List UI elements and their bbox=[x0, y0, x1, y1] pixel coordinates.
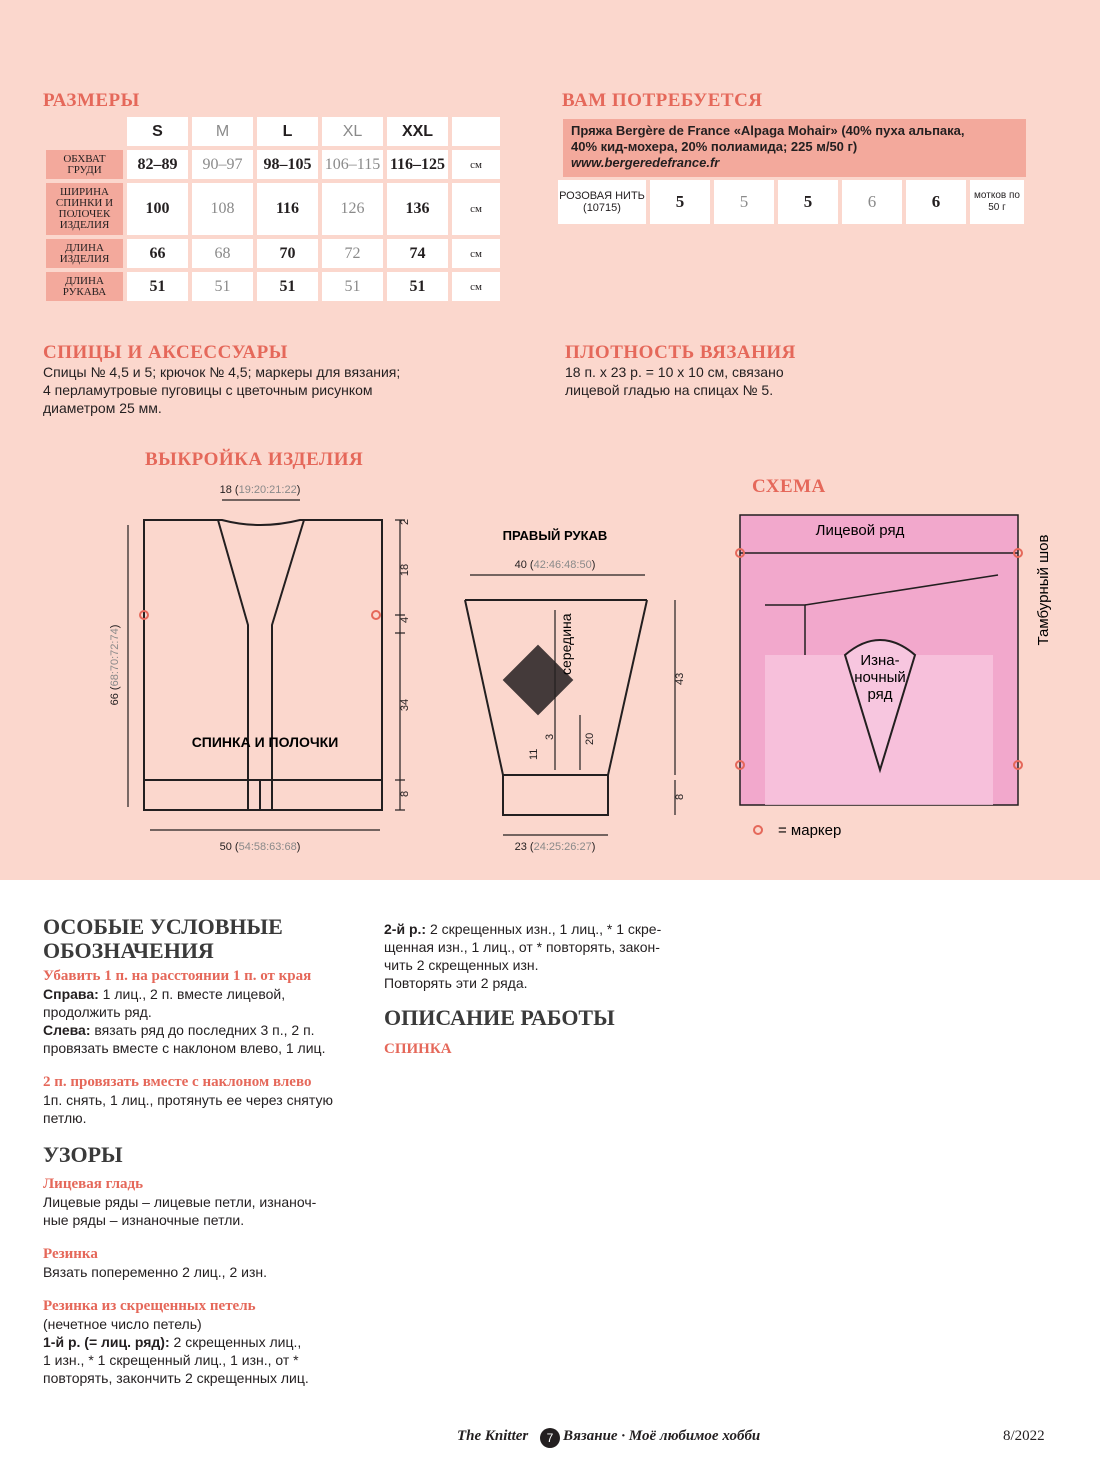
cell: 106–115 bbox=[322, 150, 383, 179]
scheme-diagram bbox=[730, 505, 1100, 855]
scheme-seam: Тамбурный шов bbox=[1035, 534, 1052, 646]
svg-text:66 (68:70:72:74): 66 (68:70:72:74) bbox=[109, 624, 121, 706]
sleeve-middle-label: середина bbox=[558, 613, 574, 675]
dim-20: 20 bbox=[584, 732, 596, 745]
text: петлю. bbox=[43, 1110, 87, 1126]
cell: 51 bbox=[192, 272, 253, 301]
unit: см bbox=[452, 239, 500, 268]
body-pattern-diagram bbox=[100, 475, 450, 860]
dim-r3: 4 bbox=[399, 616, 411, 623]
row-label: ДЛИНА РУКАВА bbox=[46, 272, 123, 301]
cell: 66 bbox=[127, 239, 188, 268]
dim-sleeve-top-sizes: 42:46:48:50 bbox=[533, 559, 592, 571]
dim-r1: 2 bbox=[399, 518, 411, 525]
cell: 82–89 bbox=[127, 150, 188, 179]
footer-issue: 8/2022 bbox=[1003, 1428, 1045, 1444]
row-label: ОБХВАТ ГРУДИ bbox=[46, 150, 123, 179]
cell: 72 bbox=[322, 239, 383, 268]
sleeve-diagram bbox=[455, 525, 705, 860]
count: 6 bbox=[842, 180, 902, 224]
k2-title: 2 п. провязать вместе с наклоном влево bbox=[43, 1074, 312, 1090]
dim-sleeve-8: 8 bbox=[674, 793, 686, 800]
text: чить 2 скрещенных изн. bbox=[384, 957, 539, 973]
text-line: лицевой гладью на спицах № 5. bbox=[565, 382, 774, 398]
label: Справа: bbox=[43, 986, 99, 1002]
cell: 68 bbox=[192, 239, 253, 268]
label: Слева: bbox=[43, 1022, 91, 1038]
unit: см bbox=[452, 183, 500, 235]
cell: 116–125 bbox=[387, 150, 448, 179]
dim-top-sizes: 19:20:21:22 bbox=[238, 484, 297, 496]
back-title: СПИНКА bbox=[384, 1041, 452, 1057]
scheme-face: Лицевой ряд bbox=[815, 522, 905, 539]
sleeve-title: ПРАВЫЙ РУКАВ bbox=[502, 528, 608, 543]
needles-text bbox=[43, 363, 400, 417]
st-title: Лицевая гладь bbox=[43, 1176, 144, 1192]
dim-r5: 8 bbox=[399, 790, 411, 797]
scheme-purl: ряд bbox=[867, 686, 893, 703]
text: продолжить ряд. bbox=[43, 1004, 152, 1020]
footer-brand: The Knitter bbox=[457, 1428, 529, 1444]
size-xxl: XXL bbox=[387, 117, 448, 146]
page-number: 7 bbox=[540, 1428, 560, 1448]
dim-sleeve-h: 43 bbox=[674, 672, 686, 685]
label: 1-й р. (= лиц. ряд): bbox=[43, 1334, 170, 1350]
column-1 bbox=[43, 915, 373, 1387]
svg-text:18 (19:20:21:22): 18 (19:20:21:22) bbox=[219, 484, 301, 496]
scheme-purl: ночный bbox=[854, 669, 906, 686]
yarn-url: www.bergeredefrance.fr bbox=[571, 155, 720, 170]
dec-title: Убавить 1 п. на расстоянии 1 п. от края bbox=[43, 968, 312, 984]
dim-bottom: 50 bbox=[219, 841, 232, 853]
desc-title: ОПИСАНИЕ РАБОТЫ bbox=[384, 1005, 615, 1030]
text-line: 4 перламутровые пуговицы с цветочным рисунком bbox=[43, 382, 373, 398]
cell: 70 bbox=[257, 239, 318, 268]
footer bbox=[0, 1428, 1100, 1448]
cell: 136 bbox=[387, 183, 448, 235]
row-label: ШИРИНА СПИНКИ И ПОЛОЧЕК ИЗДЕЛИЯ bbox=[46, 183, 123, 235]
dim-left: 66 bbox=[109, 693, 121, 706]
scheme-title: СХЕМА bbox=[752, 476, 826, 497]
count: 5 bbox=[714, 180, 774, 224]
text: 1 лиц., 2 п. вместе лицевой, bbox=[98, 986, 286, 1002]
count: 6 bbox=[906, 180, 966, 224]
text: щенная изн., 1 лиц., от * повторять, закон- bbox=[384, 939, 660, 955]
unit: см bbox=[452, 272, 500, 301]
yarn-line: Пряжа Bergère de France «Alpaga Mohair» (40% пуха альпака, bbox=[571, 123, 965, 138]
gauge-title: ПЛОТНОСТЬ ВЯЗАНИЯ bbox=[565, 342, 796, 363]
column-2 bbox=[384, 920, 704, 1058]
cell: 98–105 bbox=[257, 150, 318, 179]
svg-text:40 (42:46:48:50): 40 (42:46:48:50) bbox=[514, 559, 596, 571]
color-label: РОЗОВАЯ НИТЬ (10715) bbox=[558, 180, 646, 224]
dim-11: 11 bbox=[528, 748, 540, 760]
text: Вязать попеременно 2 лиц., 2 изн. bbox=[43, 1264, 267, 1280]
dim-sleeve-top: 40 bbox=[514, 559, 527, 571]
count: 5 bbox=[650, 180, 710, 224]
count: 5 bbox=[778, 180, 838, 224]
xrib-title: Резинка из скрещенных петель bbox=[43, 1298, 256, 1314]
cell: 126 bbox=[322, 183, 383, 235]
cell: 74 bbox=[387, 239, 448, 268]
size-l: L bbox=[257, 117, 318, 146]
yarn-box bbox=[563, 119, 1026, 177]
unit: см bbox=[452, 150, 500, 179]
dim-r2: 18 bbox=[399, 563, 411, 577]
svg-text:50 (54:58:63:68): 50 (54:58:63:68) bbox=[219, 841, 301, 853]
pattern-title: ВЫКРОЙКА ИЗДЕЛИЯ bbox=[145, 449, 364, 470]
dim-bottom-sizes: 54:58:63:68 bbox=[238, 841, 297, 853]
scheme-marker-label: = маркер bbox=[778, 822, 842, 839]
cell: 108 bbox=[192, 183, 253, 235]
text: Лицевые ряды – лицевые петли, изнаноч- bbox=[43, 1194, 317, 1210]
cell: 51 bbox=[127, 272, 188, 301]
marker-icon bbox=[372, 611, 380, 619]
size-xl: XL bbox=[322, 117, 383, 146]
text-line: диаметром 25 мм. bbox=[43, 400, 162, 416]
unit: мотков по 50 г bbox=[970, 180, 1024, 224]
cell: 51 bbox=[257, 272, 318, 301]
special-title: ОСОБЫЕ УСЛОВНЫЕ bbox=[43, 914, 283, 939]
svg-text:23 (24:25:26:27): 23 (24:25:26:27) bbox=[514, 841, 596, 853]
text: 2 скрещенных лиц., bbox=[169, 1334, 302, 1350]
cell: 116 bbox=[257, 183, 318, 235]
cell: 51 bbox=[322, 272, 383, 301]
yarn-line: 40% кид-мохера, 20% полиамида; 225 м/50 г) bbox=[571, 139, 858, 154]
cell: 51 bbox=[387, 272, 448, 301]
marker-icon bbox=[754, 826, 762, 834]
cell: 90–97 bbox=[192, 150, 253, 179]
patterns-title: УЗОРЫ bbox=[43, 1142, 123, 1167]
sizes-table bbox=[42, 113, 504, 305]
dim-sleeve-bottom: 23 bbox=[514, 841, 527, 853]
size-m: M bbox=[192, 117, 253, 146]
cell: 100 bbox=[127, 183, 188, 235]
needles-title: СПИЦЫ И АКСЕССУАРЫ bbox=[43, 342, 288, 363]
need-title: ВАМ ПОТРЕБУЕТСЯ bbox=[562, 90, 763, 111]
text-line: 18 п. x 23 р. = 10 x 10 см, связано bbox=[565, 364, 784, 380]
text: провязать вместе с наклоном влево, 1 лиц. bbox=[43, 1040, 326, 1056]
text: повторять, закончить 2 скрещенных лиц. bbox=[43, 1370, 309, 1386]
text: 1п. снять, 1 лиц., протянуть ее через снятую bbox=[43, 1092, 333, 1108]
gauge-text bbox=[565, 363, 784, 399]
size-s: S bbox=[127, 117, 188, 146]
row-label: ДЛИНА ИЗДЕЛИЯ bbox=[46, 239, 123, 268]
text: (нечетное число петель) bbox=[43, 1316, 202, 1332]
scheme-purl: Изна- bbox=[860, 652, 900, 669]
rib-title: Резинка bbox=[43, 1246, 98, 1262]
text: ные ряды – изнаночные петли. bbox=[43, 1212, 245, 1228]
dim-left-sizes: 68:70:72:74 bbox=[109, 628, 121, 687]
yarn-counts bbox=[558, 180, 1024, 224]
text-line: Спицы № 4,5 и 5; крючок № 4,5; маркеры для вязания; bbox=[43, 364, 401, 380]
dim-top: 18 bbox=[219, 484, 232, 496]
special-title: ОБОЗНАЧЕНИЯ bbox=[43, 938, 214, 963]
text: 2 скрещенных изн., 1 лиц., * 1 скре- bbox=[426, 921, 662, 937]
dim-3: 3 bbox=[544, 733, 556, 740]
text: 1 изн., * 1 скрещенный лиц., 1 изн., от * bbox=[43, 1352, 299, 1368]
body-label: СПИНКА И ПОЛОЧКИ bbox=[191, 734, 339, 750]
footer-magazine: Вязание · Моё любимое хобби bbox=[563, 1428, 761, 1444]
label: 2-й р.: bbox=[384, 921, 427, 937]
text: Повторять эти 2 ряда. bbox=[384, 975, 528, 991]
dim-sleeve-bottom-sizes: 24:25:26:27 bbox=[533, 841, 592, 853]
text: вязать ряд до последних 3 п., 2 п. bbox=[90, 1022, 315, 1038]
sizes-title: РАЗМЕРЫ bbox=[43, 90, 140, 111]
dim-r4: 34 bbox=[399, 698, 411, 712]
